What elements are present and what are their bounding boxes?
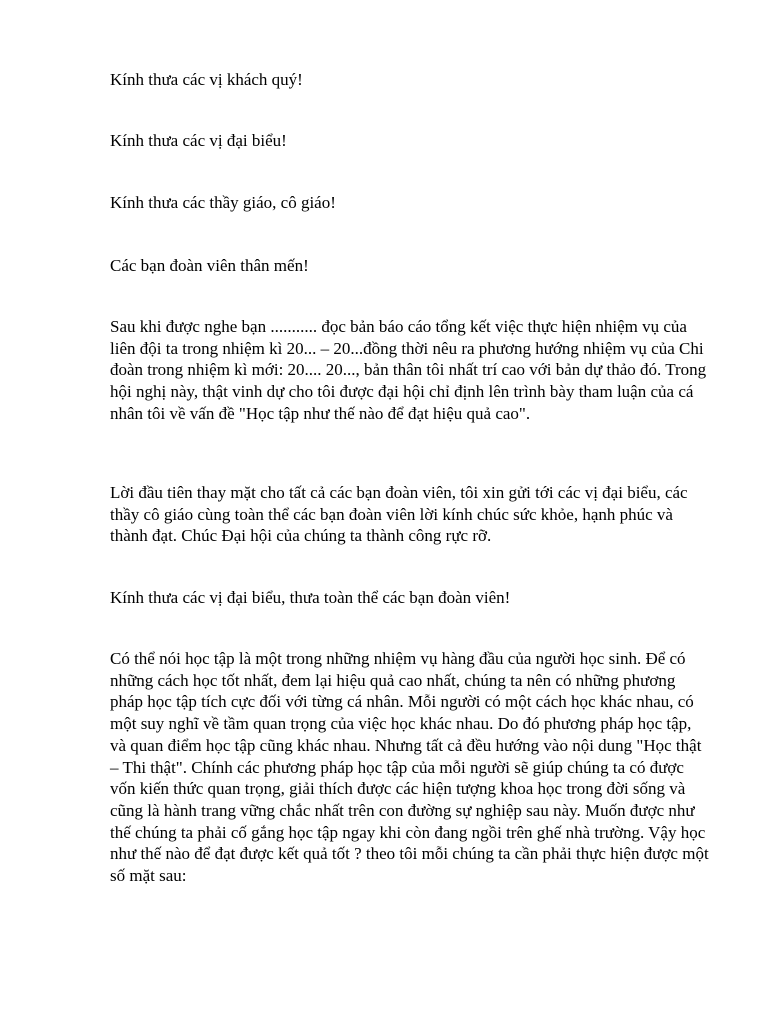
greeting-guests: Kính thưa các vị khách quý!: [110, 70, 303, 89]
greeting-teachers: Kính thưa các thầy giáo, cô giáo!: [110, 193, 336, 212]
greeting-members: Các bạn đoàn viên thân mến!: [110, 256, 309, 275]
address-line: Kính thưa các vị đại biểu, thưa toàn thể các bạn đoàn viên!: [110, 588, 511, 607]
wishes-paragraph: Lời đầu tiên thay mặt cho tất cả các bạn đoàn viên, tôi xin gửi tới các vị đại biểu, các thầy cô giáo cùng toàn thể các bạn đoàn viên lời kính chúc sức khỏe, hạnh phúc và thành đạt. Chúc Đại hội của chúng ta thành công rực rỡ.: [110, 483, 688, 546]
body-paragraph: Có thể nói học tập là một trong những nhiệm vụ hàng đầu của người học sinh. Để có những cách học tốt nhất, đem lại hiệu quả cao nhất, chúng ta nên có những phương pháp học tập tích cực đối với từng cá nhân. Mỗi người có một cách học khác nhau, có một suy nghĩ về tầm quan trọng của việc học khác nhau. Do đó phương pháp học tập, và quan điểm học tập cũng khác nhau. Nhưng tất cả đều hướng vào nội dung "Học thật – Thi thật". Chính các phương pháp học tập của mỗi người sẽ giúp chúng ta có được vốn kiến thức quan trọng, giải thích được các hiện tượng khoa học trong đời sống và cũng là hành trang vững chắc nhất trên con đường sự nghiệp sau này. Muốn được như thế chúng ta phải cố gắng học tập ngay khi còn đang ngồi trên ghế nhà trường. Vậy học như thế nào để đạt được kết quả tốt ? theo tôi mỗi chúng ta cần phải thực hiện được một số mặt sau:: [110, 649, 709, 886]
intro-paragraph: Sau khi được nghe bạn ........... đọc bản báo cáo tổng kết việc thực hiện nhiệm vụ của liên đội ta trong nhiệm kì 20... – 20...đồng thời nêu ra phương hướng nhiệm vụ của Chi đoàn trong nhiệm kì mới: 20.... 20..., bản thân tôi nhất trí cao với bản dự thảo đó. Trong hội nghị này, thật vinh dự cho tôi được đại hội chỉ định lên trình bày tham luận của cá nhân tôi về vấn đề "Học tập như thế nào để đạt hiệu quả cao".: [110, 317, 707, 423]
greeting-delegates: Kính thưa các vị đại biểu!: [110, 131, 287, 150]
